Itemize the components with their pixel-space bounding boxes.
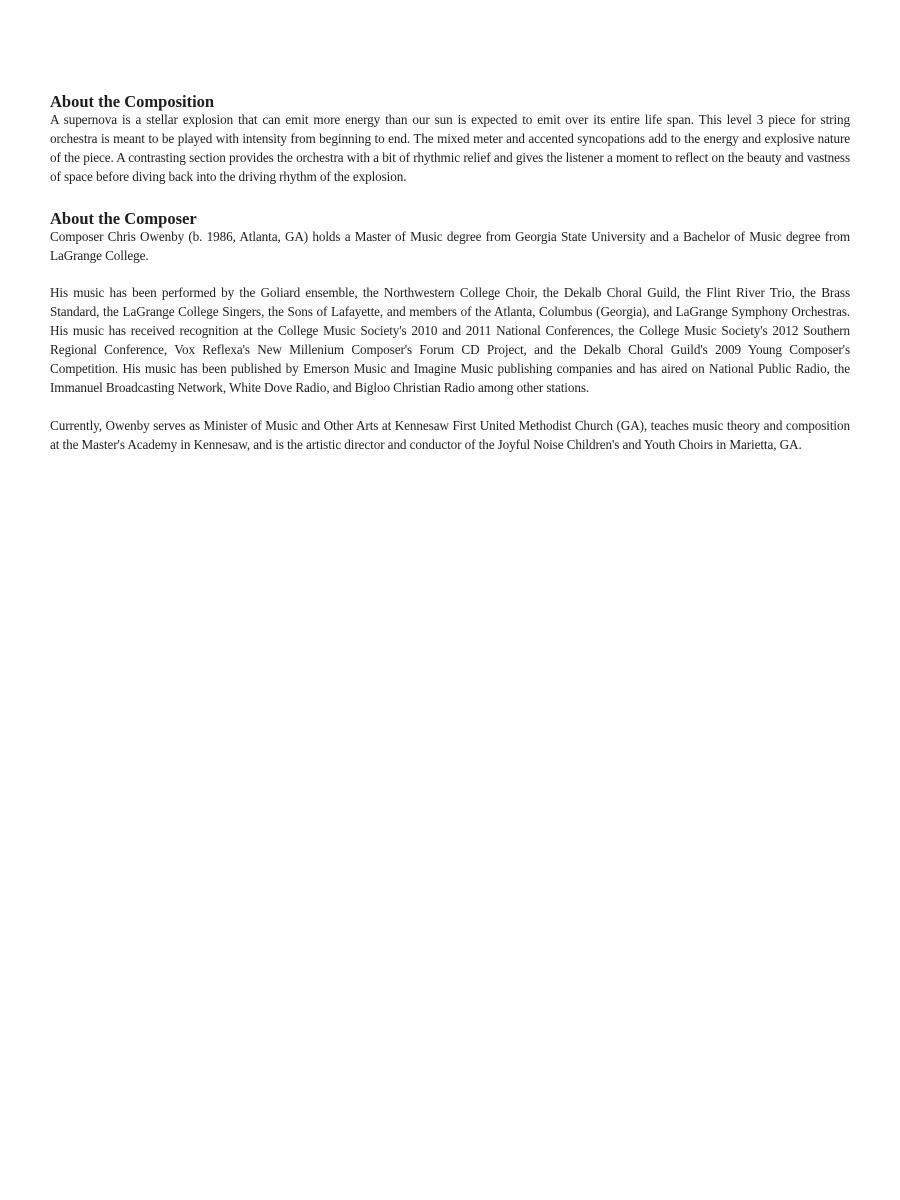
composition-section — [50, 92, 850, 187]
composer-performances-paragraph: His music has been performed by the Goliard ensemble, the Northwestern College Choir, the Dekalb Choral Guild, the Flint River Trio, the Brass Standard, the LaGrange College Singers, the Sons of Lafayette, and members of the Atlanta, Columbus (Georgia), and LaGrange Symphony Orchestras. His music has received recognition at the College Music Society's 2010 and 2011 National Conferences, the College Music Society's 2012 Southern Regional Conference, Vox Reflexa's New Millenium Composer's Forum CD Project, and the Dekalb Choral Guild's 2009 Young Composer's Competition. His music has been published by Emerson Music and Imagine Music publishing companies and has aired on National Public Radio, the Immanuel Broadcasting Network, White Dove Radio, and Bigloo Christian Radio among other stations. — [50, 285, 850, 395]
composer-bio-paragraph: Composer Chris Owenby (b. 1986, Atlanta, GA) holds a Master of Music degree from Georgia State University and a Bachelor of Music degree from LaGrange College. — [50, 228, 850, 263]
composition-paragraph: A supernova is a stellar explosion that can emit more energy than our sun is expected to emit over its entire life span. This level 3 piece for string orchestra is meant to be played with intensity from beginning to end. The mixed meter and accented syncopations add to the energy and explosive nature of the piece. A contrasting section provides the orchestra with a bit of rhythmic relief and gives the listener a moment to reflect on the beauty and vastness of space before diving back into the driving rhythm of the explosion. — [50, 112, 850, 184]
composer-heading: About the Composer — [50, 208, 197, 228]
composer-section — [50, 209, 850, 455]
composer-current-paragraph: Currently, Owenby serves as Minister of Music and Other Arts at Kennesaw First United Methodist Church (GA), teaches music theory and composition at the Master's Academy in Kennesaw, and is the artistic director and conductor of the Joyful Noise Children's and Youth Choirs in Marietta, GA. — [50, 417, 850, 452]
composition-heading: About the Composition — [50, 92, 215, 111]
document-content — [50, 92, 850, 455]
